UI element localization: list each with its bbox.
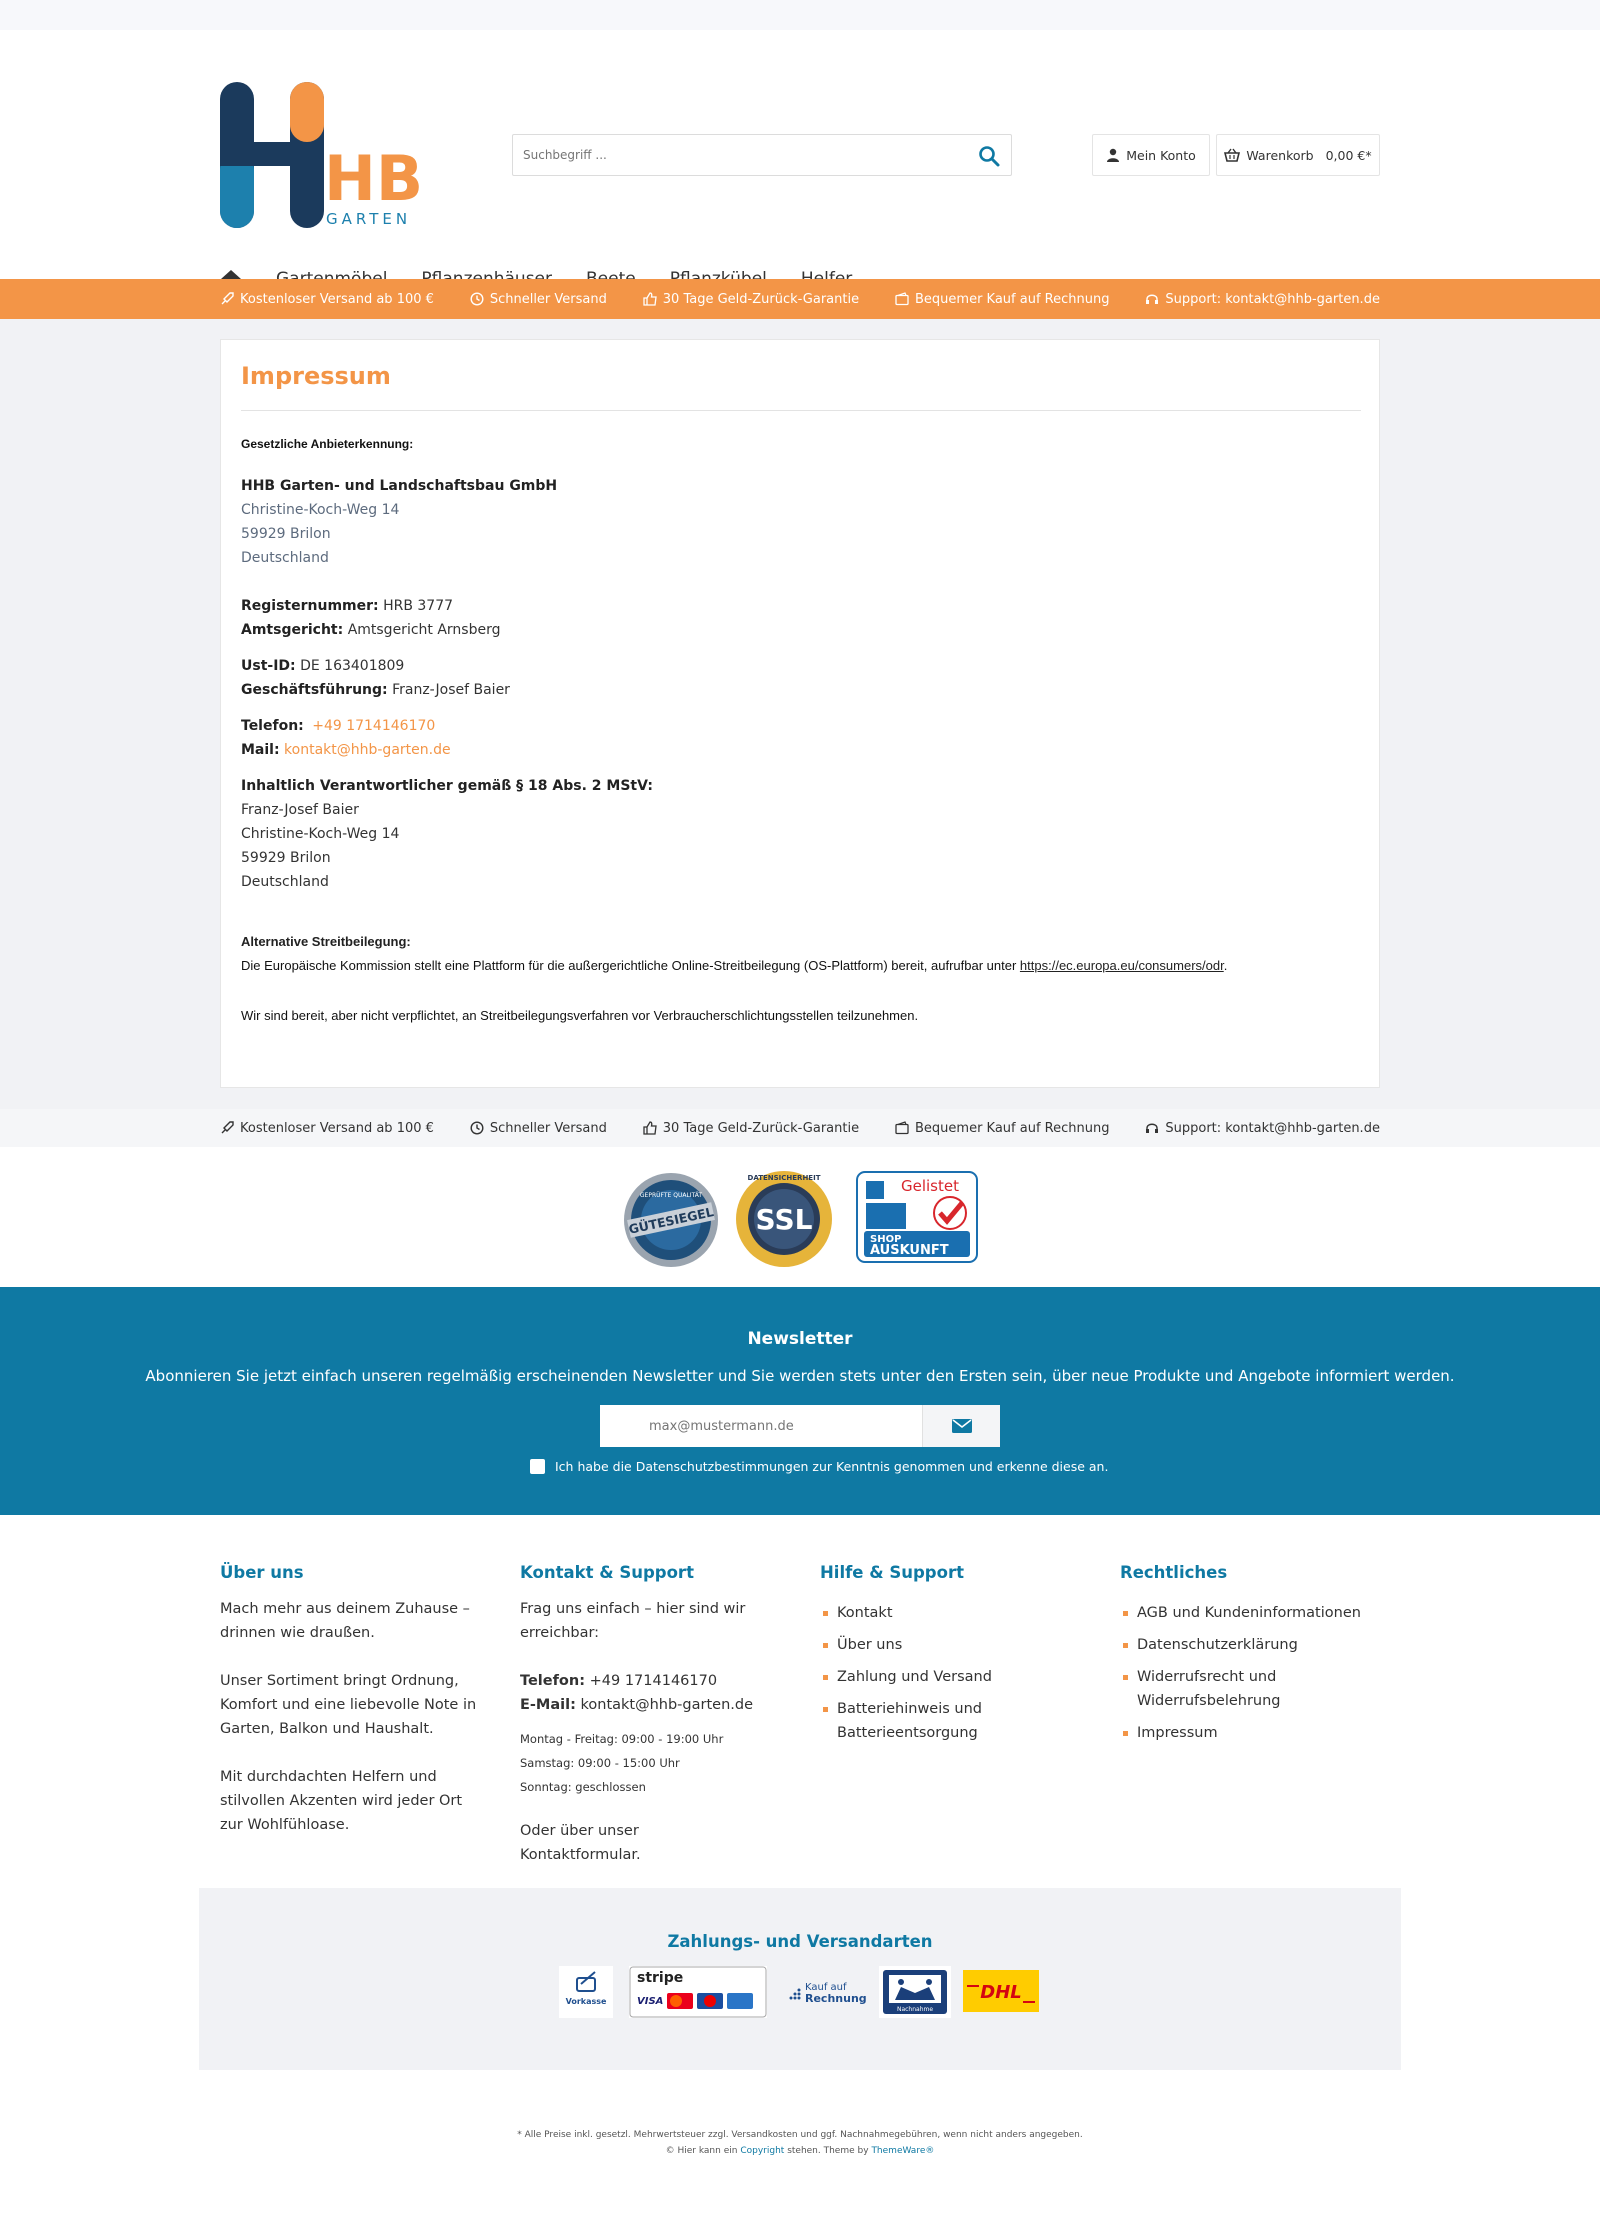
footer-about-title: Über uns — [220, 1563, 304, 1582]
headset-icon — [1145, 292, 1159, 306]
company-street: Christine-Koch-Weg 14 — [241, 502, 400, 518]
svg-text:GÜTESIEGEL: GÜTESIEGEL — [627, 1204, 715, 1237]
phone-label: Telefon: — [241, 718, 304, 734]
themeware-link[interactable]: ThemeWare® — [871, 2146, 935, 2156]
newsletter-email-input[interactable] — [639, 1405, 961, 1447]
title-divider — [241, 410, 1361, 411]
top-strip — [0, 0, 1600, 30]
footer-link-agb[interactable]: AGB und Kundeninformationen — [1120, 1601, 1380, 1625]
footer-link-datenschutz[interactable]: Datenschutzerklärung — [1120, 1633, 1380, 1657]
svg-text:SHOP: SHOP — [870, 1234, 902, 1245]
site-header — [0, 30, 1600, 280]
footer-about-p2: Unser Sortiment bringt Ordnung, Komfort und eine liebevolle Note in Garten, Balkon und Haushalt. — [220, 1673, 477, 1737]
usp-support — [1145, 292, 1380, 307]
dhl-logo — [963, 1966, 1039, 2018]
responsible-name: Franz-Josef Baier — [241, 802, 359, 818]
svg-text:DATENSICHERHEIT: DATENSICHERHEIT — [747, 1174, 821, 1182]
management-value: Franz-Josef Baier — [392, 682, 510, 698]
register-info — [241, 594, 501, 642]
usp-support — [1145, 1121, 1380, 1136]
price-disclaimer: * Alle Preise inkl. gesetzl. Mehrwertsteuer zzgl. Versandkosten und ggf. Nachnahmegebühren, wenn nicht anders angegeben. — [517, 2130, 1083, 2140]
trust-seals — [0, 1147, 1600, 1287]
cart-total: 0,00 €* — [1325, 147, 1372, 163]
hours-sunday: Sonntag: geschlossen — [520, 1780, 646, 1794]
svg-text:Vorkasse: Vorkasse — [565, 1997, 607, 2006]
consent-checkbox[interactable] — [530, 1459, 545, 1474]
thumbs-up-icon — [643, 1121, 657, 1135]
usp-invoice — [895, 1121, 1109, 1136]
hours-weekday: Montag - Freitag: 09:00 - 19:00 Uhr — [520, 1732, 724, 1746]
footer-link-batterie[interactable]: Batteriehinweis und Batterieentsorgung — [820, 1697, 1020, 1745]
svg-text:Kauf auf: Kauf auf — [805, 1982, 847, 1993]
usp-label: 30 Tage Geld-Zurück-Garantie — [662, 1120, 860, 1136]
newsletter-section — [0, 1287, 1600, 1515]
register-label: Registernummer: — [241, 598, 379, 614]
newsletter-form — [600, 1405, 1000, 1447]
svg-text:stripe: stripe — [637, 1970, 684, 1986]
footer-legal — [1120, 1561, 1380, 1753]
headset-icon — [1145, 1121, 1159, 1135]
usp-fast-shipping — [470, 292, 607, 307]
company-city: 59929 Brilon — [241, 526, 331, 542]
footer-link-ueber-uns[interactable]: Über uns — [820, 1633, 1020, 1657]
usp-label: 30 Tage Geld-Zurück-Garantie — [662, 291, 860, 307]
usp-money-back — [643, 1121, 859, 1136]
site-footer — [0, 1515, 1600, 2216]
footer-mail-link[interactable]: kontakt@hhb-garten.de — [580, 1697, 753, 1713]
vat-value: DE 163401809 — [300, 658, 405, 674]
svg-text:SSL: SSL — [755, 1203, 813, 1236]
usp-label: Bequemer Kauf auf Rechnung — [915, 1120, 1110, 1136]
newsletter-description: Abonnieren Sie jetzt einfach unseren regelmäßig erscheinenden Newsletter und Sie werden stets unter den Ersten sein, über neue Produkte und Angebote informiert werden. — [145, 1367, 1455, 1385]
rocket-icon — [220, 1121, 234, 1135]
shopauskunft-seal[interactable] — [856, 1171, 978, 1263]
footer-mail-label: E-Mail: — [520, 1697, 576, 1713]
footer-contact-title: Kontakt & Support — [520, 1563, 694, 1582]
svg-text:Nachnahme: Nachnahme — [896, 2006, 934, 2013]
search-box — [512, 134, 1012, 176]
footer-about-p1: Mach mehr aus deinem Zuhause – drinnen wie draußen. — [220, 1601, 470, 1641]
envelope-icon — [952, 1419, 972, 1433]
wallet-icon — [895, 1121, 909, 1135]
nachnahme-logo — [879, 1966, 951, 2018]
footer-link-widerruf[interactable]: Widerrufsrecht und Widerrufsbelehrung — [1120, 1665, 1280, 1713]
footer-legal-title: Rechtliches — [1120, 1563, 1228, 1582]
usp-free-shipping — [220, 292, 434, 307]
vat-label: Ust-ID: — [241, 658, 296, 674]
usp-label: Support: kontakt@hhb-garten.de — [1165, 1120, 1380, 1136]
user-icon — [1106, 148, 1120, 162]
vat-info — [241, 654, 510, 702]
company-address — [241, 474, 557, 570]
company-name: HHB Garten- und Landschaftsbau GmbH — [241, 478, 558, 494]
svg-text:VISA: VISA — [637, 1996, 664, 2007]
footer-link-kontakt[interactable]: Kontakt — [820, 1601, 1020, 1625]
account-button[interactable] — [1092, 134, 1210, 176]
usp-label: Bequemer Kauf auf Rechnung — [915, 291, 1110, 307]
newsletter-title: Newsletter — [747, 1329, 853, 1349]
contact-info — [241, 714, 451, 762]
ssl-seal[interactable] — [734, 1169, 834, 1269]
search-icon[interactable] — [977, 144, 1001, 168]
responsible-street: Christine-Koch-Weg 14 — [241, 826, 400, 842]
contact-form-link[interactable]: Oder über unser Kontaktformular. — [520, 1823, 641, 1863]
account-label: Mein Konto — [1126, 147, 1196, 163]
footer-contact — [520, 1561, 760, 1867]
usp-money-back — [643, 292, 859, 307]
usp-bar-top — [0, 279, 1600, 319]
page-title: Impressum — [241, 362, 391, 390]
responsible-heading: Inhaltlich Verantwortlicher gemäß § 18 Abs. 2 MStV: — [241, 778, 653, 794]
register-value: HRB 3777 — [383, 598, 454, 614]
responsible-country: Deutschland — [241, 874, 329, 890]
wallet-icon — [895, 292, 909, 306]
odr-link[interactable]: https://ec.europa.eu/consumers/odr — [1019, 958, 1224, 973]
responsible-info — [241, 774, 653, 894]
usp-free-shipping — [220, 1121, 434, 1136]
payments-title: Zahlungs- und Versandarten — [667, 1932, 933, 1951]
svg-text:DHL: DHL — [980, 1982, 1022, 2003]
stripe-logo — [629, 1966, 767, 2018]
svg-text:Gelistet: Gelistet — [901, 1177, 959, 1195]
court-label: Amtsgericht: — [241, 622, 344, 638]
dispute-text: Die Europäische Kommission stellt eine Plattform für die außergerichtliche Online-Streitbeilegung (OS-Plattform) bereit, aufrufbar unter — [241, 958, 1017, 973]
usp-label: Kostenloser Versand ab 100 € — [240, 1120, 434, 1136]
hhb-garten-logo[interactable] — [220, 82, 440, 228]
footer-help-title: Hilfe & Support — [820, 1563, 964, 1582]
usp-fast-shipping — [470, 1121, 607, 1136]
company-country: Deutschland — [241, 550, 329, 566]
dispute-section — [241, 930, 1227, 978]
cart-label: Warenkorb — [1246, 147, 1314, 163]
usp-label: Kostenloser Versand ab 100 € — [240, 291, 434, 307]
dispute-suffix: . — [1223, 958, 1228, 973]
footer-link-zahlung[interactable]: Zahlung und Versand — [820, 1665, 1020, 1689]
svg-text:Rechnung: Rechnung — [805, 1992, 867, 2005]
responsible-city: 59929 Brilon — [241, 850, 331, 866]
mail-link[interactable]: kontakt@hhb-garten.de — [284, 742, 451, 758]
copyright-notice — [0, 2127, 1600, 2159]
clock-icon — [470, 292, 484, 306]
usp-invoice — [895, 292, 1109, 307]
svg-text:GEPRÜFTE QUALITÄT: GEPRÜFTE QUALITÄT — [639, 1192, 703, 1199]
copyright-line — [0, 2143, 1600, 2159]
usp-label: Schneller Versand — [489, 1120, 607, 1136]
footer-phone-label: Telefon: — [520, 1673, 585, 1689]
newsletter-consent — [530, 1459, 1108, 1474]
guetesiegel-seal[interactable] — [622, 1171, 720, 1269]
impressum-card — [220, 339, 1380, 1088]
copyright-link[interactable]: Copyright — [740, 2146, 785, 2156]
cart-button[interactable] — [1216, 134, 1380, 176]
mail-label: Mail: — [241, 742, 280, 758]
phone-link[interactable]: +49 1714146170 — [312, 718, 436, 734]
basket-icon — [1224, 148, 1240, 162]
footer-about-p3: Mit durchdachten Helfern und stilvollen Akzenten wird jeder Ort zur Wohlfühloase. — [220, 1769, 463, 1833]
kauf-auf-rechnung-logo — [783, 1966, 883, 2018]
footer-link-impressum[interactable]: Impressum — [1120, 1721, 1380, 1745]
usp-bar-bottom — [0, 1109, 1600, 1147]
copyright-mid: stehen. Theme by — [787, 2146, 869, 2156]
vorkasse-logo — [559, 1966, 613, 2018]
willing-text: Wir sind bereit, aber nicht verpflichtet, an Streitbeilegungsverfahren vor Verbraucherschlichtungsstellen teilzunehmen. — [241, 1008, 919, 1023]
footer-contact-intro: Frag uns einfach – hier sind wir erreichbar: — [520, 1601, 746, 1641]
court-value: Amtsgericht Arnsberg — [347, 622, 501, 638]
newsletter-submit-button[interactable] — [922, 1405, 1000, 1447]
consent-label: Ich habe die Datenschutzbestimmungen zur Kenntnis genommen und erkenne diese an. — [555, 1459, 1109, 1474]
provider-heading: Gesetzliche Anbieterkennung: — [241, 437, 414, 451]
hours-saturday: Samstag: 09:00 - 15:00 Uhr — [520, 1756, 680, 1770]
management-label: Geschäftsführung: — [241, 682, 388, 698]
usp-label: Schneller Versand — [489, 291, 607, 307]
payment-shipping-box — [199, 1888, 1401, 2070]
svg-text:AUSKUNFT: AUSKUNFT — [870, 1243, 949, 1258]
copyright-prefix: © Hier kann ein — [665, 2146, 738, 2156]
clock-icon — [470, 1121, 484, 1135]
footer-about — [220, 1561, 480, 1861]
footer-help — [820, 1561, 1020, 1753]
thumbs-up-icon — [643, 292, 657, 306]
rocket-icon — [220, 292, 234, 306]
logo-text: HB — [324, 142, 424, 215]
search-input[interactable] — [513, 135, 943, 175]
usp-label: Support: kontakt@hhb-garten.de — [1165, 291, 1380, 307]
footer-phone-link[interactable]: +49 1714146170 — [589, 1673, 718, 1689]
logo-subtext: GARTEN — [326, 210, 412, 228]
dispute-heading: Alternative Streitbeilegung: — [241, 934, 411, 949]
